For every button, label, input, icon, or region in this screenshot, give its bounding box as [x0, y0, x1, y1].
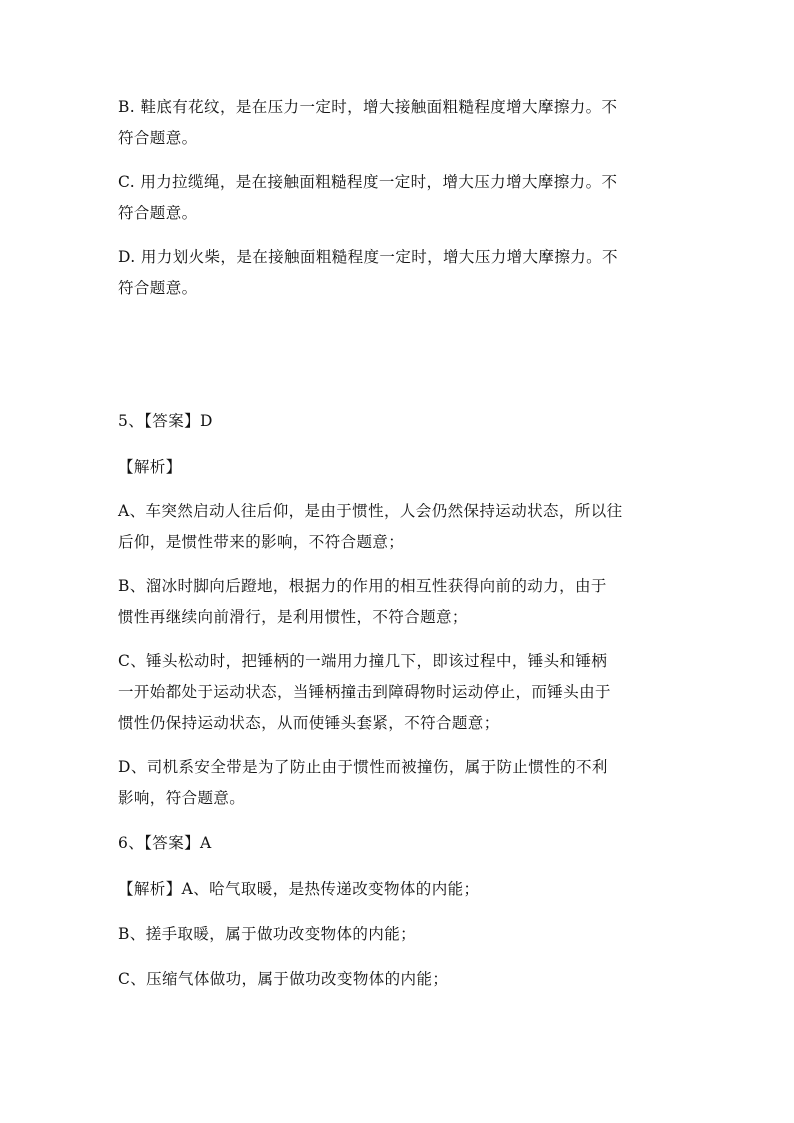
option-d-paragraph — [118, 242, 678, 304]
text-line: 惯性再继续向前滑行，是利用惯性，不符合题意； — [118, 608, 468, 626]
analysis-6-option-c — [118, 964, 678, 995]
text-line: D、司机系安全带是为了防止由于惯性而被撞伤，属于防止惯性的不利 — [118, 758, 608, 776]
text-line: B、溜冰时脚向后蹬地，根据力的作用的相互性获得向前的动力，由于 — [118, 577, 607, 595]
text-line: 【解析】A、哈气取暖，是热传递改变物体的内能； — [118, 880, 480, 898]
text-line: 符合题意。 — [118, 129, 198, 147]
text-line: C、压缩气体做功，属于做功改变物体的内能； — [118, 970, 449, 988]
text-line: 6、【答案】A — [118, 834, 212, 852]
analysis-6-option-a — [118, 874, 678, 905]
text-line: B、搓手取暖，属于做功改变物体的内能； — [118, 925, 416, 943]
text-line: 一开始都处于运动状态，当锤柄撞击到障碍物时运动停止，而锤头由于 — [118, 683, 611, 701]
analysis-6-option-b — [118, 919, 678, 950]
text-line: A、车突然启动人往后仰，是由于惯性，人会仍然保持运动状态，所以往 — [118, 502, 623, 520]
text-line: 5、【答案】D — [118, 412, 213, 430]
text-line: C、锤头松动时，把锤柄的一端用力撞几下，即该过程中，锤头和锤柄 — [118, 652, 608, 670]
analysis-5-option-a — [118, 496, 678, 558]
text-line: 【解析】 — [118, 458, 182, 476]
text-line: C. 用力拉缆绳，是在接触面粗糙程度一定时，增大压力增大摩擦力。不 — [118, 173, 618, 191]
text-line: 后仰，是惯性带来的影响，不符合题意； — [118, 533, 405, 551]
analysis-5-option-b — [118, 571, 678, 633]
analysis-5-option-c — [118, 646, 678, 739]
option-c-paragraph — [118, 167, 678, 229]
text-line: D. 用力划火柴，是在接触面粗糙程度一定时，增大压力增大摩擦力。不 — [118, 248, 618, 266]
option-b-paragraph — [118, 92, 678, 154]
answer-6-heading — [118, 828, 678, 859]
text-line: 影响，符合题意。 — [118, 789, 246, 807]
analysis-5-label — [118, 452, 678, 483]
analysis-5-option-d — [118, 752, 678, 814]
answer-5-heading — [118, 406, 678, 437]
text-line: 惯性仍保持运动状态，从而使锤头套紧，不符合题意； — [118, 714, 500, 732]
text-line: 符合题意。 — [118, 204, 198, 222]
text-line: B. 鞋底有花纹，是在压力一定时，增大接触面粗糙程度增大摩擦力。不 — [118, 98, 618, 116]
text-line: 符合题意。 — [118, 279, 198, 297]
